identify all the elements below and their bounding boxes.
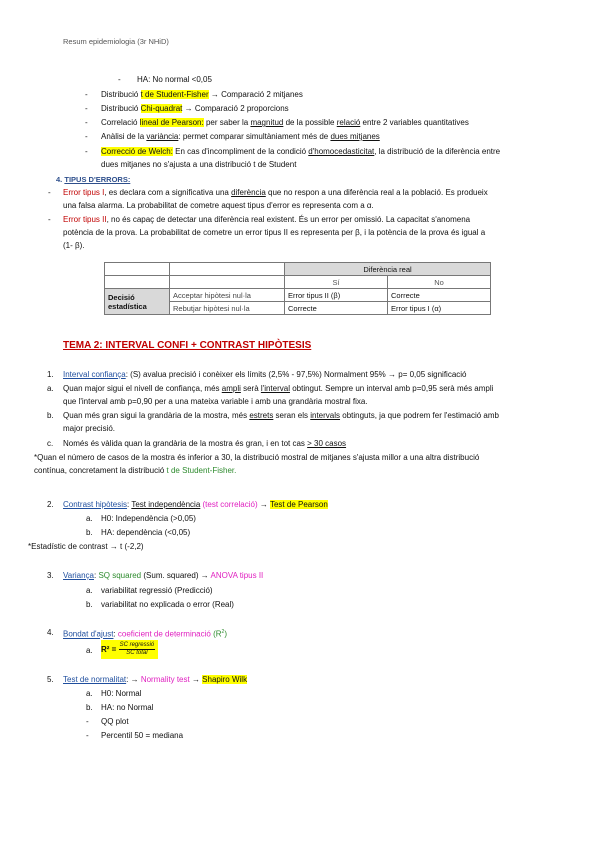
fraction-numerator: SC regressió (119, 642, 155, 649)
list-marker: - (85, 118, 88, 127)
underlined-term: Interval confiança (63, 370, 126, 379)
text: , es declara com a significativa una (104, 188, 232, 197)
section-number: 4. (56, 175, 63, 184)
text: : (93, 571, 99, 580)
list-marker: b. (86, 600, 93, 609)
text: que no respon a una diferència real a la població. Es produeix (265, 188, 488, 197)
list-item (63, 383, 493, 394)
list-item: HA: No normal <0,05 (137, 75, 212, 84)
list-item (63, 627, 227, 640)
text: Anàlisi de la (101, 132, 147, 141)
list-item: variabilitat regressió (Predicció) (101, 586, 213, 595)
list-item (101, 117, 469, 128)
term: (R (210, 629, 222, 639)
list-marker: - (86, 731, 89, 740)
text: En cas d'incompliment de la condició (172, 147, 309, 156)
underlined: variància (146, 132, 179, 141)
table-cell (170, 263, 285, 276)
list-item (63, 438, 346, 449)
list-item: QQ plot (101, 717, 129, 726)
underlined: Test independència (131, 500, 201, 509)
chapter-title: TEMA 2: INTERVAL CONFI + CONTRAST HIPÒTESIS (63, 340, 312, 351)
list-item (63, 214, 470, 225)
list-marker: 2. (47, 500, 54, 509)
table-cell: Error tipus II (β) (285, 289, 388, 302)
table-row (105, 276, 491, 289)
list-marker: b. (47, 411, 54, 420)
list-item-continuation: que l'interval amb p=0,90 per a una mateixa variable i amb una grandària mostral fixa. (63, 397, 368, 406)
list-marker: - (48, 215, 51, 224)
label-line: Decisió (108, 292, 135, 302)
text: : permet comparar simultàniament més de (178, 132, 331, 141)
page-header: Resum epidemiologia (3r NHiD) (63, 37, 169, 46)
text: : (127, 500, 132, 509)
highlight: lineal de Pearson: (139, 118, 204, 127)
text: Quan més gran sigui la grandària de la mostra, més (63, 411, 250, 420)
list-item: HA: no Normal (101, 703, 154, 712)
text: , no és capaç de detectar una diferència real existent. És un error per omissió. La capacitat s'anomena (106, 215, 471, 224)
superscript: 2 (221, 629, 225, 635)
list-marker: b. (86, 703, 93, 712)
table-row (105, 289, 491, 302)
table-cell: Rebutjar hipòtesi nul·la (170, 302, 285, 315)
list-marker: a. (86, 514, 93, 523)
table-cell: Error tipus I (α) (388, 302, 491, 315)
error-types-table (104, 262, 491, 315)
text: obtinguts, ja que podrem fer l'estimació amb (340, 411, 499, 420)
term: SQ squared (98, 571, 142, 580)
highlight: Correcció de Welch: (101, 147, 173, 156)
text: → Comparació 2 mitjanes (208, 90, 303, 99)
table-cell: Acceptar hipòtesi nul·la (170, 289, 285, 302)
underlined-term: Variança (63, 571, 94, 580)
text: : (113, 629, 118, 639)
list-item (63, 570, 263, 581)
text: Distribució (101, 104, 141, 113)
list-item: H0: Normal (101, 689, 142, 698)
list-item (101, 89, 303, 100)
list-item: H0: Independència (>0,05) (101, 514, 196, 523)
underlined-term: Test de normalitat (63, 675, 127, 684)
highlight: t de Student-Fisher (140, 90, 209, 99)
list-item: Percentil 50 = mediana (101, 731, 184, 740)
highlight: Shapiro Wilk (202, 675, 248, 684)
list-marker: c. (47, 439, 54, 448)
list-marker: 5. (47, 675, 54, 684)
text: → Comparació 2 proporcions (182, 104, 289, 113)
list-marker: a. (86, 689, 93, 698)
list-marker: - (118, 75, 121, 84)
underlined: estrets (249, 411, 274, 420)
list-marker: - (85, 132, 88, 141)
term: Normality test (140, 675, 190, 684)
underlined: d'homocedasticitat (308, 147, 375, 156)
text: : (S) avalua precisió i conèixer els límits (2,5% - 97,5%) Normalment 95% → p= 0,05 significació (125, 370, 467, 379)
table-cell (105, 263, 170, 276)
list-item-continuation: major precisió. (63, 424, 116, 433)
text: Només és vàlida quan la grandària de la mostra és gran, i en tot cas (63, 439, 308, 448)
list-marker: b. (86, 528, 93, 537)
list-item-continuation: una falsa alarma. La probabilitat de cometre aquest tipus d'error es representa com a α. (63, 201, 374, 210)
list-marker: 3. (47, 571, 54, 580)
list-marker: - (86, 717, 89, 726)
underlined: l'interval (260, 384, 290, 393)
table-cell: Correcte (388, 289, 491, 302)
text: (Sum. squared) → (141, 571, 211, 580)
text: Quan major sigui el nivell de confiança, més (63, 384, 222, 393)
list-item (101, 103, 289, 114)
text: : → (126, 675, 141, 684)
underlined: dues mitjanes (330, 132, 380, 141)
underlined: intervals (310, 411, 341, 420)
list-item (63, 499, 328, 510)
fraction (119, 642, 156, 657)
list-marker: a. (86, 646, 93, 655)
list-item: HA: dependència (<0,05) (101, 528, 191, 537)
highlight: Test de Pearson (269, 500, 328, 509)
table-group-header: Diferència real (285, 263, 491, 276)
text: de la possible (283, 118, 337, 127)
section-heading (56, 175, 130, 184)
fraction-denominator: SC total (126, 650, 148, 657)
text: obtingut. Sempre un interval amb p=0,95 serà més ampli (289, 384, 494, 393)
underlined: relació (336, 118, 361, 127)
text: per saber la (203, 118, 251, 127)
text: Correlació (101, 118, 140, 127)
table-cell: Correcte (285, 302, 388, 315)
underlined: magnitud (250, 118, 284, 127)
list-item-continuation: (1- β). (63, 241, 85, 250)
formula-r2 (101, 640, 158, 659)
table-header: Sí (285, 276, 388, 289)
term: t de Student-Fisher. (166, 466, 237, 475)
list-marker: - (85, 147, 88, 156)
text: serà (240, 384, 261, 393)
table-cell (105, 276, 170, 289)
note (34, 465, 236, 476)
list-item (63, 410, 499, 421)
text: seran els (273, 411, 311, 420)
list-item (101, 131, 380, 142)
text: entre 2 variables quantitatives (360, 118, 469, 127)
label-line: estadística (108, 301, 147, 311)
text: → (257, 500, 270, 509)
list-marker: - (85, 90, 88, 99)
text: , la distribució de la diferència entre (374, 147, 501, 156)
list-item-continuation: dues mitjanes no s'ajusta a una distribució t de Student (101, 160, 297, 169)
underlined: ampli (221, 384, 241, 393)
underlined-term: Bondat d'ajust (63, 629, 114, 639)
formula-lhs: R² = (101, 645, 119, 654)
list-marker: - (85, 104, 88, 113)
term: coeficient de determinació (117, 629, 211, 639)
note: *Estadístic de contrast → t (-2,2) (28, 542, 144, 551)
section-title: TIPUS D'ERRORS: (64, 175, 131, 184)
list-item (63, 369, 467, 380)
term: Error tipus I (63, 188, 105, 197)
text: Distribució (101, 90, 141, 99)
list-marker: 1. (47, 370, 54, 379)
text: contínua, concretament la distribució (34, 466, 167, 475)
underlined: diferència (231, 188, 266, 197)
list-marker: a. (47, 384, 54, 393)
table-cell (170, 276, 285, 289)
term: (test correlació) (200, 500, 258, 509)
term: Error tipus II (63, 215, 107, 224)
list-item (63, 674, 247, 685)
list-marker: 4. (47, 628, 54, 637)
table-row-label (105, 289, 170, 315)
list-item (63, 187, 488, 198)
note: *Quan el número de casos de la mostra és inferior a 30, la distribució mostral de mitjanes s'ajusta millor a una altra distribució (34, 453, 480, 462)
list-marker: - (48, 188, 51, 197)
list-item (101, 146, 500, 157)
list-item-continuation: potència de la prova. La probabilitat de cometre un error tipus II es representa per β, i la potència de la prova és igual a (63, 228, 486, 237)
table-row (105, 263, 491, 276)
list-marker: a. (86, 586, 93, 595)
underlined: > 30 casos (307, 439, 347, 448)
list-item: variabilitat no explicada o error (Real) (101, 600, 234, 609)
text: → (189, 675, 203, 684)
underlined-term: Contrast hipòtesis (63, 500, 128, 509)
term: ANOVA tipus II (210, 571, 264, 580)
term: ) (224, 629, 227, 639)
table-header: No (388, 276, 491, 289)
highlight: Chi-quadrat (140, 104, 183, 113)
